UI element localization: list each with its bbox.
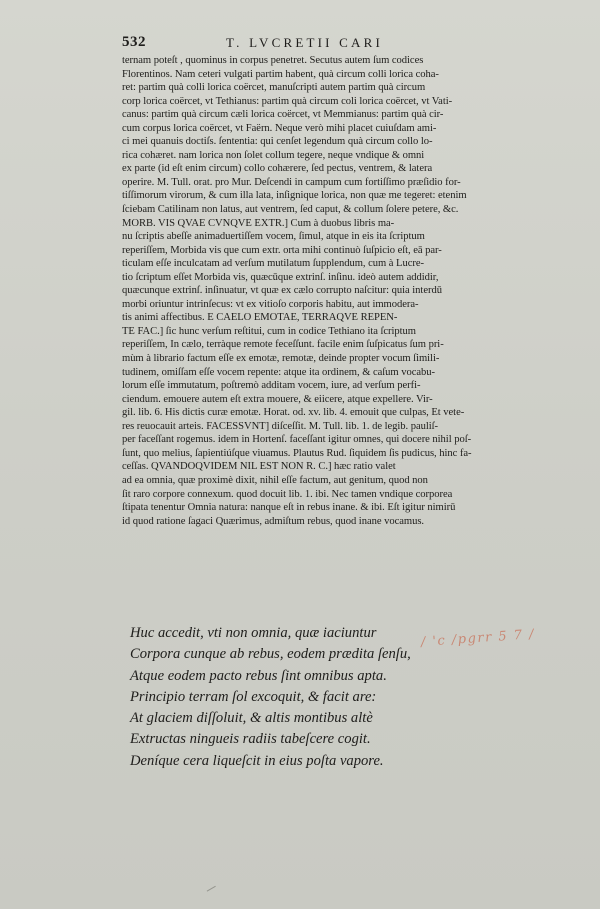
verse-line: Deníque cera liqueſcit in eius poſta vapore. <box>130 752 384 769</box>
commentary-line: mùm à librario factum eſſe ex emotæ, remotæ, deinde propter vocum ſimili- <box>122 353 440 365</box>
commentary-line: ciendum. emouere autem eſt extra mouere, & eiicere, atque expellere. Vir- <box>122 393 433 405</box>
page-header <box>122 34 512 52</box>
page-number: 532 <box>122 34 146 50</box>
commentary-line: TE FAC.] ſic hunc verſum reſtitui, cum in codice Tethiano ita ſcriptum <box>122 325 416 337</box>
commentary-line: tis animi affectibus. E CAELO EMOTAE, TERRAQVE REPEN- <box>122 312 398 324</box>
commentary-line: ſit raro corpore connexum. quod docuit lib. 1. ibi. Nec tamen vndique corporea <box>122 488 453 500</box>
commentary-line: res reuocauit arteis. FACESSVNT] diſceſſit. M. Tull. lib. 1. de legib. pauliſ- <box>122 420 439 432</box>
commentary-line: per faceſſant rogemus. idem in Hortenſ. faceſſant igitur omnes, qui docere nihil poſ- <box>122 434 472 446</box>
commentary-line: canus: partim quà circum cæli lorica coërcet, vt Memmianus: partim quà cir- <box>122 109 444 121</box>
commentary-block <box>122 54 562 528</box>
commentary-line: tiſſimorum virorum, & cum illa lata, inſignique lorica, non quæ me tegeret: etenim <box>122 190 467 202</box>
commentary-line: nu ſcriptis abeſſe animaduertiſſem vocem, ſimul, atque in eis ita ſcriptum <box>122 231 425 243</box>
verse-line: Corpora cunque ab rebus, eodem prædita ſenſu, <box>130 646 411 663</box>
verse-line: At glaciem diſſoluit, & altis montibus altè <box>130 710 373 727</box>
pencil-mark <box>207 886 218 894</box>
handwritten-annotation: / 'c /pgrr 5 7 / <box>420 627 536 650</box>
verse-line: Extructas ningueis radiis tabeſcere cogit. <box>130 731 371 748</box>
commentary-line: gil. lib. 6. His dictis curæ emotæ. Horat. od. xv. lib. 4. emouit que culpas, Et vete- <box>122 407 465 419</box>
commentary-line: lorum eſſe immutatum, poſtremò additam vocem, iure, ad verſum perfi- <box>122 380 421 392</box>
commentary-line: ceſſas. QVANDOQVIDEM NIL EST NON R. C.] hæc ratio valet <box>122 461 396 473</box>
commentary-line: Florentinos. Nam ceteri vulgati partim habent, quà circum colli lorica coha- <box>122 68 439 80</box>
commentary-line: ſciebam Catilinam non latus, aut ventrem, ſed caput, & collum ſolere petere, &c. <box>122 204 459 216</box>
commentary-line: morbi oriuntur intrinſecus: vt ex vitioſo corporis habitu, aut immodera- <box>122 298 419 310</box>
commentary-line: ex parte (id eſt enim circum) collo cohærere, ſed pectus, ventrem, & latera <box>122 163 433 175</box>
commentary-line: ret: partim quà colli lorica coërcet, manuſcripti autem partim quà circum <box>122 82 426 94</box>
commentary-line: ticulam eſſe inculcatam ad verſum mutilatum ſupplendum, cum à Lucre- <box>122 258 424 270</box>
commentary-line: reperiſſem, In cælo, terràque remote feceſſunt. facile enim ſuſpicatus ſum pri- <box>122 339 444 351</box>
commentary-line: ſtipata tenentur Omnia natura: nanque eſt in rebus inane. & ibi. Eſt igitur nimirū <box>122 502 456 514</box>
verse-line: Atque eodem pacto rebus ſint omnibus apta. <box>130 667 387 684</box>
commentary-line: cum corpus lorica coërcet, vt Faërn. Neque verò mihi placet cuiuſdam ami- <box>122 122 437 134</box>
commentary-line: operire. M. Tull. orat. pro Mur. Deſcendi in campum cum fortiſſimo præſidio for- <box>122 176 461 188</box>
commentary-line: reperiſſem, Morbida vis que cum extr. orta mihi continuò ſuſpicio eſt, eā par- <box>122 244 442 256</box>
commentary-line: ternam poteſt , quominus in corpus penetret. Secutus autem ſum codices <box>122 55 424 66</box>
commentary-line: corp lorica coërcet, vt Tethianus: partim quà circum coli lorica coërcet, vt Vati- <box>122 95 453 107</box>
commentary-line: ſunt, quo melius, ſapientiúſque viuamus. Plautus Rud. ſiquidem ſis pudicus, hinc fa- <box>122 447 472 459</box>
commentary-line: ad ea omnia, quæ proximè dixit, nihil eſſe factum, aut genitum, quod non <box>122 474 428 486</box>
commentary-line: ci mei quanuis doctiſs. ſententia: qui cenſet legendum quà circum collo lo- <box>122 136 433 148</box>
running-title: T. LVCRETII CARI <box>226 35 384 50</box>
commentary-line: rica cohæret. nam lorica non ſolet collum tegere, neque vndique & omni <box>122 149 425 161</box>
verse-line: Huc accedit, vti non omnia, quæ iaciuntur <box>130 625 377 641</box>
commentary-line: id quod ratione ſagaci Quærimus, admiſtum rebus, quod inane vocamus. <box>122 515 424 527</box>
verse-line: Principio terram ſol excoquit, & facit are: <box>130 688 377 705</box>
commentary-line: tio ſcriptum eſſet Morbida vis, quæcūque extrinſ. inſinu. ideò autem addidir, <box>122 271 439 283</box>
commentary-line: quæcunque extrinſ. inſinuatur, vt quæ ex cælo corrupto naſcitur: quia interdū <box>122 285 442 297</box>
commentary-line: tudinem, omiſſam eſſe vocem repente: atque ita ordinem, & caſum vocabu- <box>122 366 435 378</box>
commentary-line: MORB. VIS QVAE CVNQVE EXTR.] Cum à duobus libris ma- <box>122 217 395 229</box>
